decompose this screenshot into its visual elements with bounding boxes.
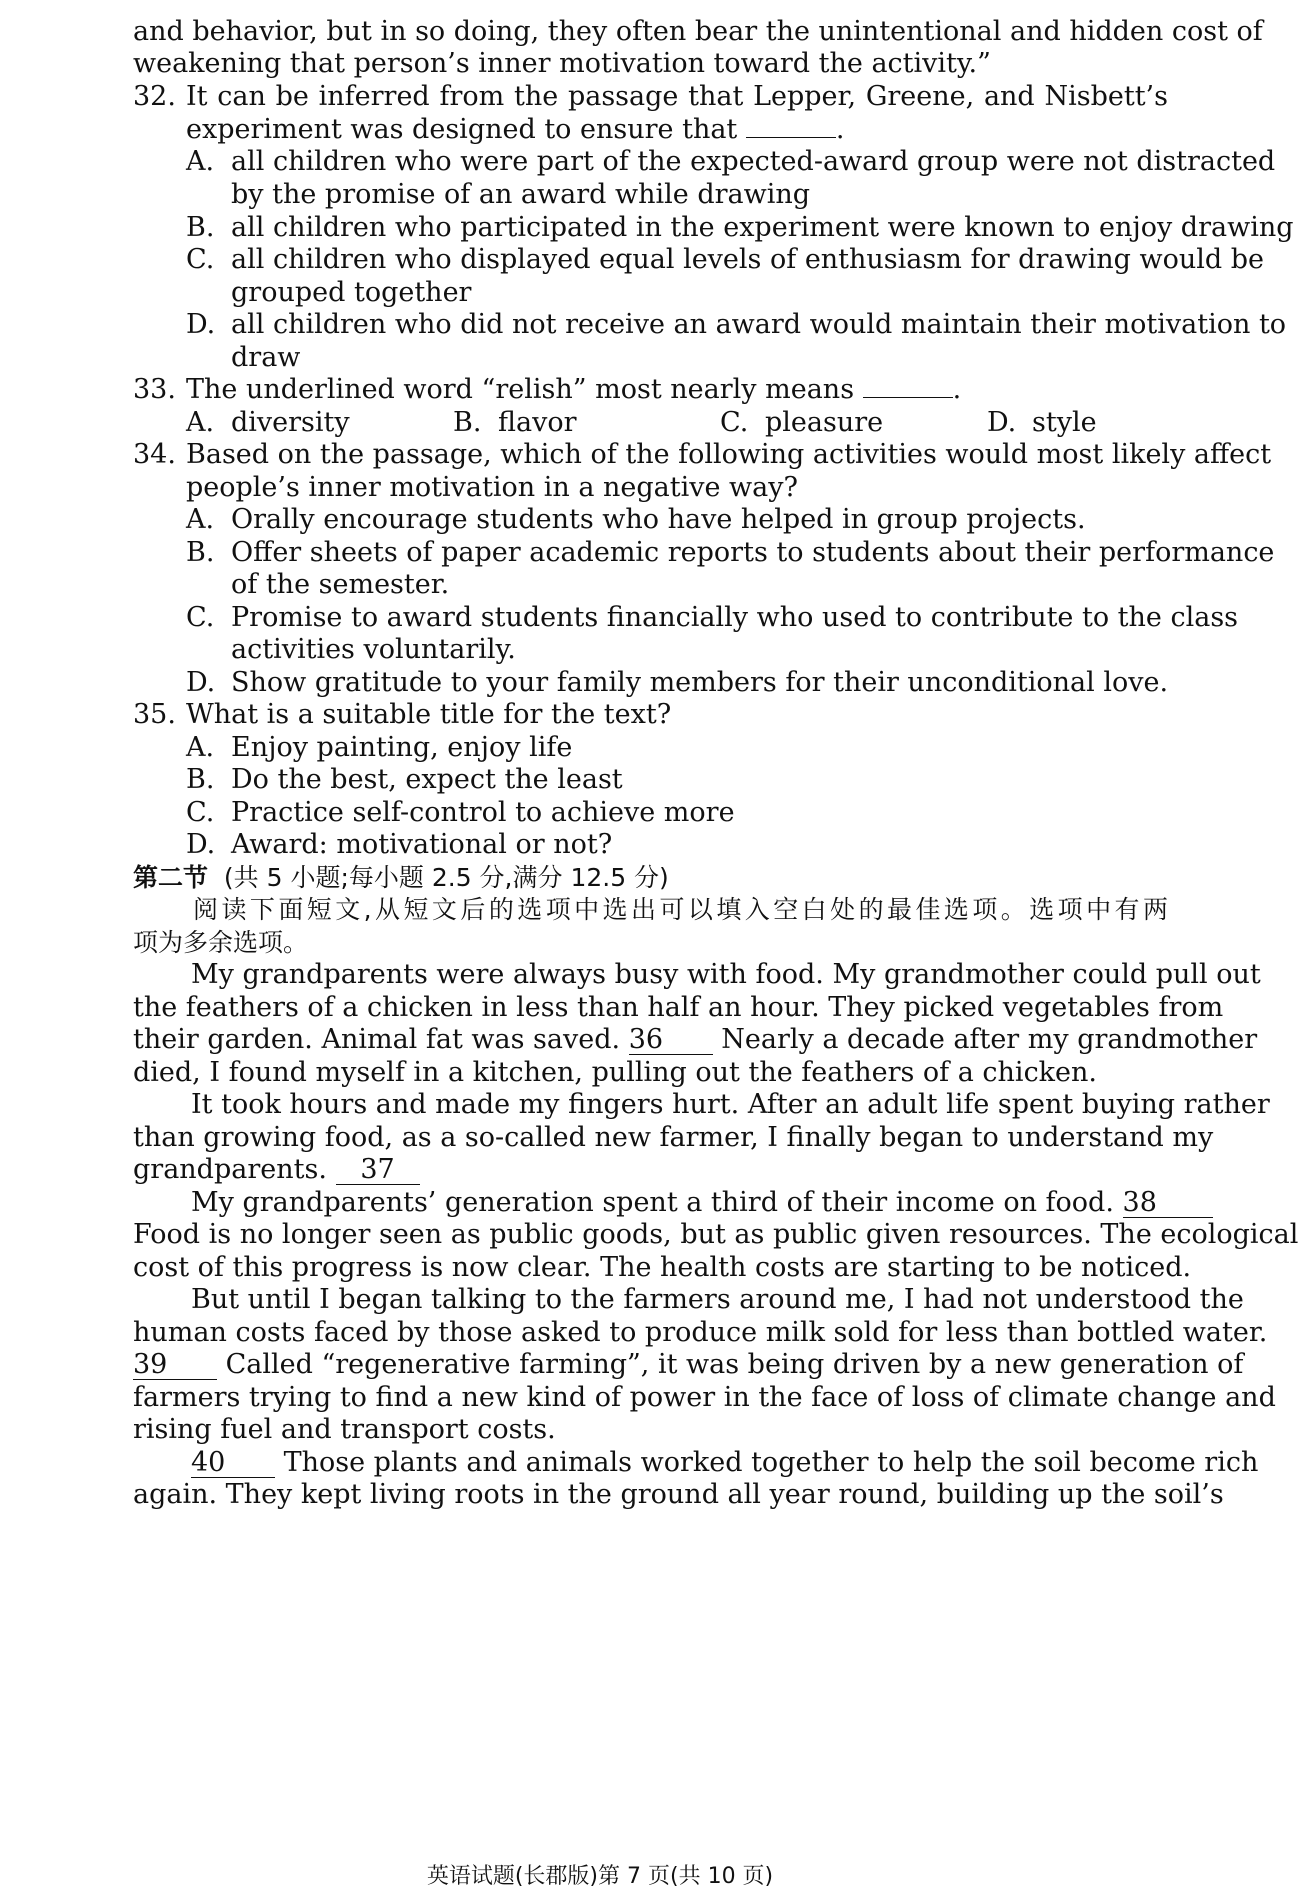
q34-option-b-cont: of the semester.: [231, 569, 450, 600]
q32-option-d-cont: draw: [231, 342, 301, 373]
section2-instruction-line-1: 阅读下面短文,从短文后的选项中选出可以填入空白处的最佳选项。选项中有两: [193, 895, 1168, 924]
passage-p2-line-1: It took hours and made my fingers hurt. After an adult life spent buying rather: [191, 1089, 1270, 1120]
q34-option-b: B. Offer sheets of paper academic reports to students about their performance: [186, 537, 1275, 568]
q32-option-c: C. all children who displayed equal levels of enthusiasm for drawing would be: [186, 244, 1264, 275]
q33-option-a: A. diversity: [186, 407, 350, 438]
passage-p3-line-1: My grandparents’ generation spent a third of their income on food. 38: [191, 1185, 1168, 1221]
passage-p4-line-1: But until I began talking to the farmers around me, I had not understood the: [191, 1284, 1244, 1315]
passage-p3-line-3: cost of this progress is now clear. The health costs are starting to be noticed.: [133, 1252, 1192, 1283]
q34-option-c: C. Promise to award students financially who used to contribute to the class: [186, 602, 1239, 633]
q33-number: 33.: [133, 374, 176, 405]
passage-p5-line-2: again. They kept living roots in the ground all year round, building up the soil’s: [133, 1479, 1224, 1510]
answer-blank: [863, 397, 953, 398]
blank-38: 38: [1123, 1189, 1213, 1218]
passage-p4-line-2: human costs faced by those asked to produce milk sold for less than bottled water.: [133, 1317, 1268, 1348]
page-footer: 英语试题(长郡版)第 7 页(共 10 页): [426, 1864, 774, 1889]
blank-37: 37: [336, 1156, 420, 1185]
q32-option-d: D. all children who did not receive an award would maintain their motivation to: [186, 309, 1287, 340]
q32-option-a-cont: by the promise of an award while drawing: [231, 179, 811, 210]
blank-36: 36: [629, 1026, 713, 1055]
q35-option-b: B. Do the best, expect the least: [186, 764, 623, 795]
passage-p2-line-3: grandparents. 37: [133, 1152, 420, 1188]
passage-p1-line-2: the feathers of a chicken in less than half an hour. They picked vegetables from: [133, 992, 1224, 1023]
passage-top-line-1: and behavior, but in so doing, they often bear the unintentional and hidden cost of: [133, 16, 1263, 47]
q33-stem: 33. The underlined word “relish” most nearly means .: [133, 372, 961, 408]
blank-40: 40: [191, 1449, 275, 1478]
section2-instruction-line-2: 项为多余选项。: [133, 928, 309, 957]
q35-number: 35.: [133, 699, 176, 730]
passage-p1-line-3: their garden. Animal fat was saved. 36 Nearly a decade after my grandmother: [133, 1024, 1258, 1055]
q35-stem: 35. What is a suitable title for the text?: [133, 697, 671, 733]
q33-option-c: C. pleasure: [720, 407, 884, 438]
q32-option-c-cont: grouped together: [231, 277, 472, 308]
q32-stem-line-1: 32. It can be inferred from the passage that Lepper, Greene, and Nisbett’s: [133, 79, 1168, 115]
q35-option-a: A. Enjoy painting, enjoy life: [186, 732, 573, 763]
q34-option-d: D. Show gratitude to your family members for their unconditional love.: [186, 667, 1169, 698]
passage-p4-line-5: rising fuel and transport costs.: [133, 1414, 556, 1445]
passage-top-line-2: weakening that person’s inner motivation toward the activity.”: [133, 48, 991, 79]
blank-39: 39: [133, 1351, 217, 1380]
passage-p1-line-1: My grandparents were always busy with food. My grandmother could pull out: [191, 959, 1261, 990]
q32-number: 32.: [133, 81, 176, 112]
section2-score-info: (共 5 小题;每小题 2.5 分,满分 12.5 分): [223, 863, 669, 892]
q32-stem-line-2: experiment was designed to ensure that .: [186, 114, 845, 145]
q33-option-d: D. style: [987, 407, 1097, 438]
q32-option-b: B. all children who participated in the experiment were known to enjoy drawing: [186, 212, 1294, 243]
answer-blank: [746, 137, 836, 138]
q34-stem-line-1: 34. Based on the passage, which of the following activities would most likely affect: [133, 437, 1168, 473]
section2-header: [133, 860, 669, 896]
q32-option-a: A. all children who were part of the expected-award group were not distracted: [186, 146, 1276, 177]
q33-options: [186, 405, 1097, 441]
passage-p4-line-4: farmers trying to find a new kind of power in the face of loss of climate change and: [133, 1382, 1276, 1413]
q33-option-b: B. flavor: [453, 407, 577, 438]
passage-p2-line-2: than growing food, as a so-called new farmer, I finally began to understand my: [133, 1122, 1214, 1153]
q34-stem-line-2: people’s inner motivation in a negative way?: [186, 472, 798, 503]
q34-number: 34.: [133, 439, 176, 470]
q34-option-a: A. Orally encourage students who have helped in group projects.: [186, 504, 1086, 535]
passage-p1-line-4: died, I found myself in a kitchen, pulling out the feathers of a chicken.: [133, 1057, 1097, 1088]
section2-title: 第二节: [133, 863, 209, 892]
passage-p5-line-1: 40 Those plants and animals worked together to help the soil become rich: [191, 1447, 1259, 1478]
q35-option-d: D. Award: motivational or not?: [186, 829, 613, 860]
passage-p3-line-2: Food is no longer seen as public goods, but as public given resources. The ecological: [133, 1219, 1298, 1250]
passage-p4-line-3: 39 Called “regenerative farming”, it was being driven by a new generation of: [133, 1349, 1244, 1380]
q34-option-c-cont: activities voluntarily.: [231, 634, 516, 665]
q35-option-c: C. Practice self-control to achieve more: [186, 797, 735, 828]
